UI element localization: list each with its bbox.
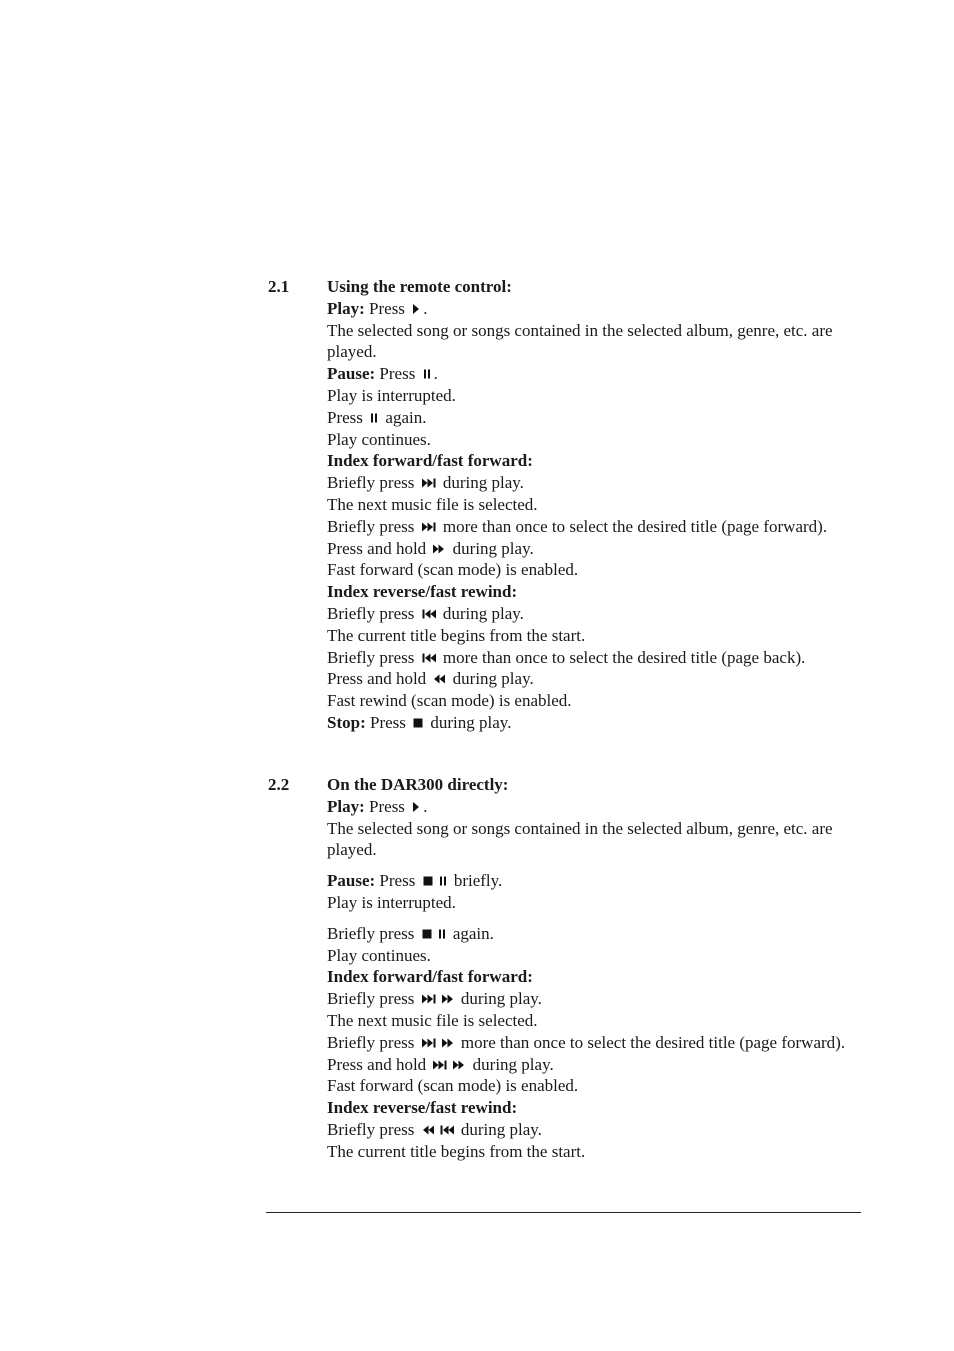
next-instruction: Briefly press during play.: [327, 473, 524, 493]
next-track-icon: [421, 477, 437, 489]
section-body: [327, 276, 867, 734]
fast-forward-icon: [432, 543, 446, 555]
previous-instruction: Briefly press during play.: [327, 603, 524, 623]
rewind-icon: [432, 673, 446, 685]
play-instruction: Play: Press .: [327, 298, 428, 318]
previous-track-icon: [421, 652, 437, 664]
section-title: On the DAR300 directly:: [327, 775, 509, 794]
previous-track-icon: [421, 608, 437, 620]
resume-result: Play continues.: [327, 429, 431, 449]
page-back-instruction: Briefly press more than once to select the desired title (page back).: [327, 647, 806, 667]
reverse-heading: Index reverse/fast rewind:: [327, 582, 518, 602]
fast-forward-icon: [441, 1037, 455, 1049]
previous-result: The current title begins from the start.: [327, 1141, 586, 1161]
resume-instruction: Briefly press again.: [327, 923, 494, 943]
stop-icon: [421, 928, 433, 940]
section-title: Using the remote control:: [327, 277, 512, 296]
play-icon: [411, 303, 421, 315]
section-body: [327, 774, 867, 1163]
next-result: The next music file is selected.: [327, 1010, 538, 1030]
forward-heading: Index forward/fast forward:: [327, 451, 533, 471]
section-number: 2.2: [268, 775, 290, 794]
next-track-icon: [421, 993, 437, 1005]
page-forward-instruction: Briefly press more than once to select the desired title (page forward).: [327, 516, 828, 536]
pause-result: Play is interrupted.: [327, 892, 456, 912]
pause-icon: [422, 368, 432, 380]
reverse-heading: Index reverse/fast rewind:: [327, 1098, 518, 1118]
rewind-result: Fast rewind (scan mode) is enabled.: [327, 691, 572, 711]
stop-icon: [422, 875, 434, 887]
section-number: 2.1: [268, 277, 290, 296]
pause-icon: [438, 875, 448, 887]
resume-result: Play continues.: [327, 945, 431, 965]
fast-forward-instruction: Press and hold during play.: [327, 1054, 554, 1074]
next-track-icon: [421, 1037, 437, 1049]
pause-instruction: Pause: Press .: [327, 364, 438, 384]
next-track-icon: [432, 1059, 448, 1071]
fast-forward-result: Fast forward (scan mode) is enabled.: [327, 560, 579, 580]
previous-track-icon: [439, 1124, 455, 1136]
play-instruction: Play: Press .: [327, 796, 428, 816]
pause-icon: [437, 928, 447, 940]
next-result: The next music file is selected.: [327, 494, 538, 514]
play-description: The selected song or songs contained in the selected album, genre, etc. are played.: [327, 320, 833, 362]
pause-result: Play is interrupted.: [327, 385, 456, 405]
footer-rule: [266, 1212, 861, 1213]
fast-forward-icon: [441, 993, 455, 1005]
page-forward-instruction: Briefly press more than once to select the desired title (page forward).: [327, 1032, 846, 1052]
rewind-instruction: Press and hold during play.: [327, 669, 534, 689]
forward-heading: Index forward/fast forward:: [327, 967, 533, 987]
previous-result: The current title begins from the start.: [327, 625, 586, 645]
pause-instruction: Pause: Press briefly.: [327, 871, 503, 891]
fast-forward-result: Fast forward (scan mode) is enabled.: [327, 1076, 579, 1096]
play-description: The selected song or songs contained in the selected album, genre, etc. are played.: [327, 818, 833, 860]
rewind-icon: [421, 1124, 435, 1136]
stop-instruction: Stop: Press during play.: [327, 712, 512, 732]
play-icon: [411, 801, 421, 813]
resume-instruction: Press again.: [327, 407, 427, 427]
previous-instruction: Briefly press during play.: [327, 1119, 542, 1139]
fast-forward-icon: [452, 1059, 466, 1071]
pause-icon: [369, 412, 379, 424]
fast-forward-instruction: Press and hold during play.: [327, 538, 534, 558]
next-track-icon: [421, 521, 437, 533]
next-instruction: Briefly press during play.: [327, 989, 542, 1009]
stop-icon: [412, 717, 424, 729]
